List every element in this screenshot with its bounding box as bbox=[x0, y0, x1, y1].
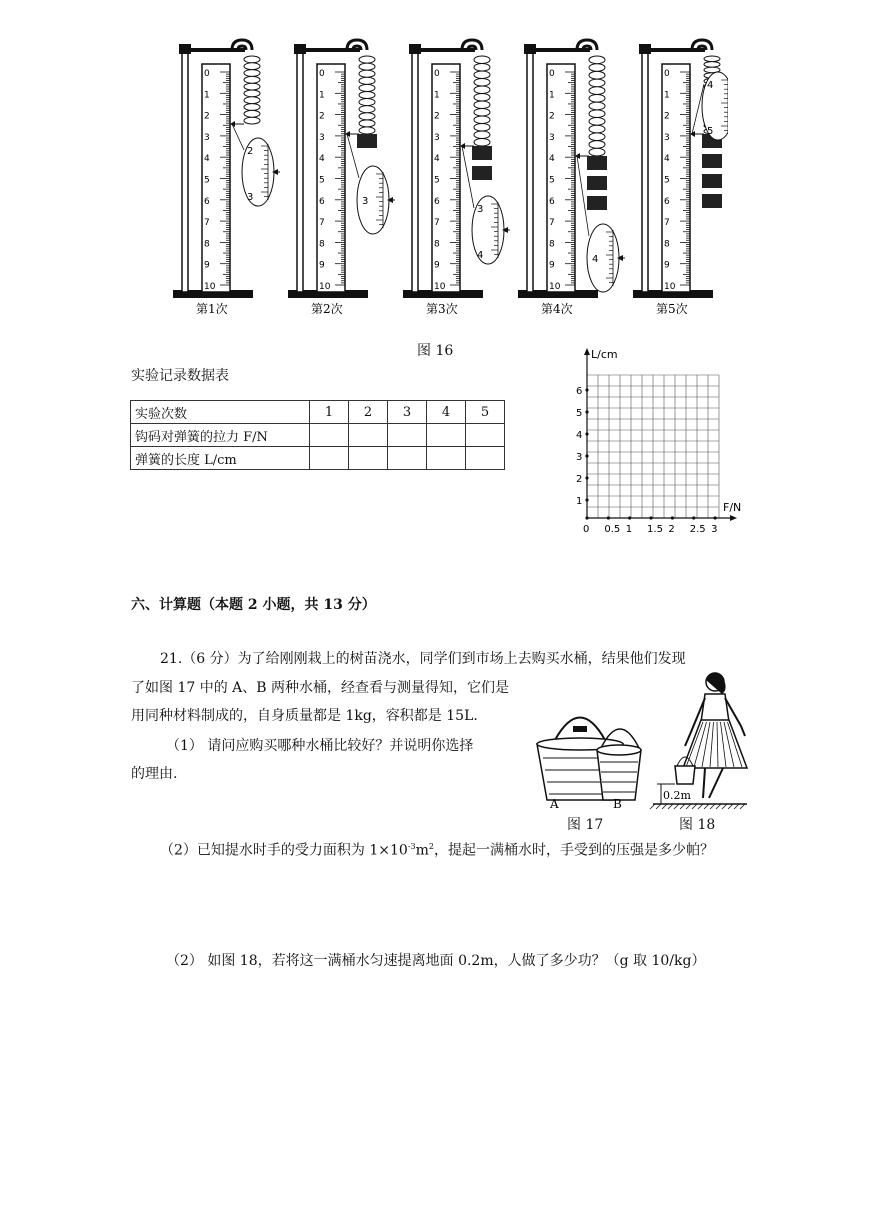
x-tick-label: 0 bbox=[583, 524, 590, 535]
zoom-label: 3 bbox=[477, 204, 484, 215]
ruler-tick-label: 4 bbox=[319, 154, 325, 165]
table-header-cell: 4 bbox=[427, 401, 466, 424]
ruler-tick-label: 7 bbox=[664, 218, 670, 229]
y-tick-dot bbox=[585, 388, 588, 391]
ruler-tick-label: 4 bbox=[434, 154, 440, 165]
pole-clamp bbox=[524, 44, 536, 54]
spring-coils bbox=[244, 56, 260, 124]
y-tick-dot bbox=[585, 432, 588, 435]
ruler-tick-label: 9 bbox=[204, 260, 210, 271]
ruler-tick-label: 7 bbox=[549, 218, 555, 229]
ruler-tick-label: 10 bbox=[204, 282, 216, 292]
woman-leg-right bbox=[709, 768, 723, 798]
table-title: 实验记录数据表 bbox=[131, 368, 229, 384]
ruler-tick-label: 3 bbox=[664, 132, 670, 143]
table-row-label: 弹簧的长度 L/cm bbox=[131, 447, 310, 470]
zoom-connector bbox=[232, 124, 244, 150]
y-axis-label: L/cm bbox=[591, 348, 618, 361]
spring-coils bbox=[474, 56, 490, 146]
bucket-rim bbox=[597, 745, 641, 755]
hook-weight-block bbox=[472, 166, 492, 180]
trial-label: 第4次 bbox=[541, 302, 573, 316]
ruler-tick-label: 10 bbox=[319, 282, 331, 292]
q21-part2-text-end: ，提起一满桶水时，手受到的压强是多少帕？ bbox=[433, 842, 714, 859]
y-axis-arrow bbox=[584, 348, 590, 355]
x-tick-dot bbox=[607, 516, 610, 519]
height-label: 0.2m bbox=[663, 789, 691, 802]
x-axis-arrow bbox=[730, 515, 737, 521]
ruler-tick-label: 6 bbox=[434, 196, 440, 207]
ruler-tick-label: 1 bbox=[434, 90, 440, 101]
x-axis-label: F/N bbox=[723, 501, 742, 514]
spring-stand bbox=[403, 40, 510, 316]
ruler-tick-label: 8 bbox=[204, 239, 210, 250]
hook-weight-block bbox=[472, 146, 492, 160]
trial-label: 第3次 bbox=[426, 302, 458, 316]
y-tick-dot bbox=[585, 476, 588, 479]
ruler-tick-label: 9 bbox=[549, 260, 555, 271]
figure-16-caption: 图 16 bbox=[417, 343, 454, 359]
y-tick-label: 1 bbox=[576, 496, 583, 507]
x-tick-label: 2.5 bbox=[689, 524, 706, 535]
y-tick-dot bbox=[585, 498, 588, 501]
ruler-tick-label: 10 bbox=[549, 282, 561, 292]
spring-stand bbox=[633, 40, 728, 316]
hook-weight-block bbox=[702, 174, 722, 188]
ruler-tick-label: 5 bbox=[434, 175, 440, 186]
ruler-tick-label: 7 bbox=[319, 218, 325, 229]
ruler-tick-label: 6 bbox=[549, 196, 555, 207]
table-header-cell: 实验次数 bbox=[131, 401, 310, 424]
hook-weight-block bbox=[587, 176, 607, 190]
ground-hatch bbox=[650, 804, 655, 809]
q21-line1: 21.（6 分）为了给刚刚栽上的树苗浇水，同学们到市场上去购买水桶，结果他们发现 bbox=[160, 651, 686, 667]
zoom-label: 4 bbox=[707, 80, 714, 91]
spring-coils bbox=[589, 56, 605, 156]
x-tick-label: 2 bbox=[668, 524, 675, 535]
table-cell bbox=[349, 424, 388, 447]
table-header-cell: 2 bbox=[349, 401, 388, 424]
ruler-tick-label: 5 bbox=[319, 175, 325, 186]
y-tick-label: 5 bbox=[576, 408, 583, 419]
stand-pole bbox=[642, 48, 648, 292]
woman-figure bbox=[650, 673, 747, 809]
table-row bbox=[131, 447, 505, 470]
ruler-tick-label: 3 bbox=[434, 132, 440, 143]
spring-stand bbox=[518, 40, 625, 316]
table-header-cell: 5 bbox=[466, 401, 505, 424]
ruler-tick-label: 10 bbox=[434, 282, 446, 292]
x-tick-label: 1.5 bbox=[647, 524, 663, 535]
hook-weight-block bbox=[587, 156, 607, 170]
table-row bbox=[131, 424, 505, 447]
trial-label: 第2次 bbox=[311, 302, 343, 316]
table-header-row bbox=[131, 401, 505, 424]
spring-stand bbox=[288, 40, 395, 316]
small-bucket bbox=[675, 766, 695, 784]
ruler-tick-label: 7 bbox=[434, 218, 440, 229]
figure-18-caption: 图 18 bbox=[679, 817, 716, 833]
x-tick-dot bbox=[628, 516, 631, 519]
trial-label: 第1次 bbox=[196, 302, 228, 316]
ruler-tick-label: 8 bbox=[434, 239, 440, 250]
zoom-label: 4 bbox=[592, 254, 599, 265]
ruler-tick-label: 5 bbox=[549, 175, 555, 186]
ruler-tick-label: 1 bbox=[204, 90, 210, 101]
ruler-tick-label: 4 bbox=[204, 154, 210, 165]
zoom-ellipse bbox=[702, 72, 728, 140]
ruler-tick-label: 8 bbox=[319, 239, 325, 250]
ruler-tick-label: 2 bbox=[434, 111, 440, 122]
blank-grid-graph bbox=[565, 345, 755, 535]
ruler-tick-label: 1 bbox=[664, 90, 670, 101]
x-tick-label: 0.5 bbox=[604, 524, 621, 535]
y-tick-dot bbox=[585, 410, 588, 413]
ruler-tick-label: 10 bbox=[664, 282, 676, 292]
stand-pole bbox=[527, 48, 533, 292]
ruler-tick-label: 2 bbox=[549, 111, 555, 122]
zoom-label: 2 bbox=[247, 146, 254, 157]
ruler-tick-label: 9 bbox=[319, 260, 325, 271]
bucket-a-label: A bbox=[550, 797, 559, 811]
ruler-tick-label: 1 bbox=[549, 90, 555, 101]
pole-clamp bbox=[409, 44, 421, 54]
y-tick-label: 4 bbox=[576, 430, 583, 441]
ruler-tick-label: 3 bbox=[204, 132, 210, 143]
ruler-tick-label: 5 bbox=[664, 175, 670, 186]
q21-part1-line2: 的理由. bbox=[131, 766, 178, 782]
bucket-b-label: B bbox=[613, 797, 622, 811]
q21-part2-unit: m bbox=[415, 842, 429, 859]
table-cell bbox=[427, 424, 466, 447]
pole-clamp bbox=[294, 44, 306, 54]
spring-stand bbox=[173, 40, 280, 316]
zoom-label: 5 bbox=[707, 126, 714, 137]
q21-part3: （2） 如图 18，若将这一满桶水匀速提离地面 0.2m，人做了多少功？（g 取 10/kg） bbox=[166, 953, 706, 969]
stand-pole bbox=[182, 48, 188, 292]
ruler-tick-label: 8 bbox=[664, 239, 670, 250]
record-table bbox=[130, 400, 505, 470]
zoom-label: 4 bbox=[477, 250, 484, 261]
hook-weight-block bbox=[702, 154, 722, 168]
table-cell bbox=[427, 447, 466, 470]
ruler-tick-label: 0 bbox=[319, 69, 325, 79]
x-tick-dot bbox=[692, 516, 695, 519]
ruler-tick-label: 5 bbox=[204, 175, 210, 186]
table-row-label: 钩码对弹簧的拉力 F/N bbox=[131, 424, 310, 447]
section-title: 六、计算题（本题 2 小题，共 13 分） bbox=[131, 597, 376, 613]
trial-label: 第5次 bbox=[656, 302, 688, 316]
stand-pole bbox=[297, 48, 303, 292]
y-tick-label: 6 bbox=[576, 386, 583, 397]
stand-pole bbox=[412, 48, 418, 292]
figures-17-18-buckets-woman bbox=[525, 670, 755, 835]
table-header-cell: 3 bbox=[388, 401, 427, 424]
x-tick-dot bbox=[671, 516, 674, 519]
q21-part1-line1: （1） 请问应购买哪种水桶比较好？并说明你选择 bbox=[166, 738, 474, 754]
x-tick-dot bbox=[585, 516, 588, 519]
ruler-tick-label: 3 bbox=[319, 132, 325, 143]
zoom-label: 3 bbox=[247, 192, 254, 203]
x-tick-dot bbox=[649, 516, 652, 519]
table-cell bbox=[466, 447, 505, 470]
spring-coils bbox=[359, 56, 375, 134]
hook-weight-block bbox=[587, 196, 607, 210]
ruler-tick-label: 2 bbox=[664, 111, 670, 122]
ruler-tick-label: 9 bbox=[664, 260, 670, 271]
table-cell bbox=[466, 424, 505, 447]
x-tick-dot bbox=[714, 516, 717, 519]
ruler-tick-label: 8 bbox=[549, 239, 555, 250]
ruler-tick-label: 3 bbox=[549, 132, 555, 143]
ruler-tick-label: 1 bbox=[319, 90, 325, 101]
q21-line2: 了如图 17 中的 A、B 两种水桶，经查看与测量得知，它们是 bbox=[131, 680, 510, 696]
figure-17-caption: 图 17 bbox=[567, 817, 604, 833]
table-header-cell: 1 bbox=[310, 401, 349, 424]
ruler-tick-label: 4 bbox=[664, 154, 670, 165]
ruler-tick-label: 6 bbox=[204, 196, 210, 207]
ruler-tick-label: 0 bbox=[434, 69, 440, 79]
figure-16-spring-stands bbox=[168, 38, 728, 318]
table-cell bbox=[388, 424, 427, 447]
table-cell bbox=[310, 447, 349, 470]
table-cell bbox=[388, 447, 427, 470]
ruler-tick-label: 6 bbox=[319, 196, 325, 207]
ruler-tick-label: 2 bbox=[319, 111, 325, 122]
ruler-tick-label: 0 bbox=[204, 69, 210, 79]
pole-clamp bbox=[179, 44, 191, 54]
bucket-grip bbox=[573, 726, 587, 732]
ruler-tick-label: 6 bbox=[664, 196, 670, 207]
q21-part2-exponent: -3 bbox=[407, 842, 416, 851]
ruler-tick-label: 0 bbox=[664, 69, 670, 79]
hook-weight-block bbox=[702, 194, 722, 208]
ruler-tick-label: 7 bbox=[204, 218, 210, 229]
ruler-tick-label: 0 bbox=[549, 69, 555, 79]
q21-part2 bbox=[160, 837, 714, 861]
table-cell bbox=[349, 447, 388, 470]
x-tick-label: 3 bbox=[711, 524, 718, 535]
hook-weight-block bbox=[357, 134, 377, 148]
table-cell bbox=[310, 424, 349, 447]
x-tick-label: 1 bbox=[625, 524, 633, 535]
woman-leg-left bbox=[703, 768, 705, 798]
q21-line3: 用同种材料制成的，自身质量都是 1kg，容积都是 15L. bbox=[131, 708, 478, 724]
zoom-label: 3 bbox=[362, 196, 369, 207]
ruler-tick-label: 4 bbox=[549, 154, 555, 165]
y-tick-label: 3 bbox=[576, 452, 583, 463]
q21-part2-unit-exponent: 2 bbox=[428, 842, 434, 851]
pole-clamp bbox=[639, 44, 651, 54]
q21-part2-text: （2）已知提水时手的受力面积为 1×10 bbox=[160, 842, 408, 859]
ruler-tick-label: 9 bbox=[434, 260, 440, 271]
y-tick-label: 2 bbox=[576, 474, 583, 485]
y-tick-dot bbox=[585, 454, 588, 457]
ruler-tick-label: 2 bbox=[204, 111, 210, 122]
